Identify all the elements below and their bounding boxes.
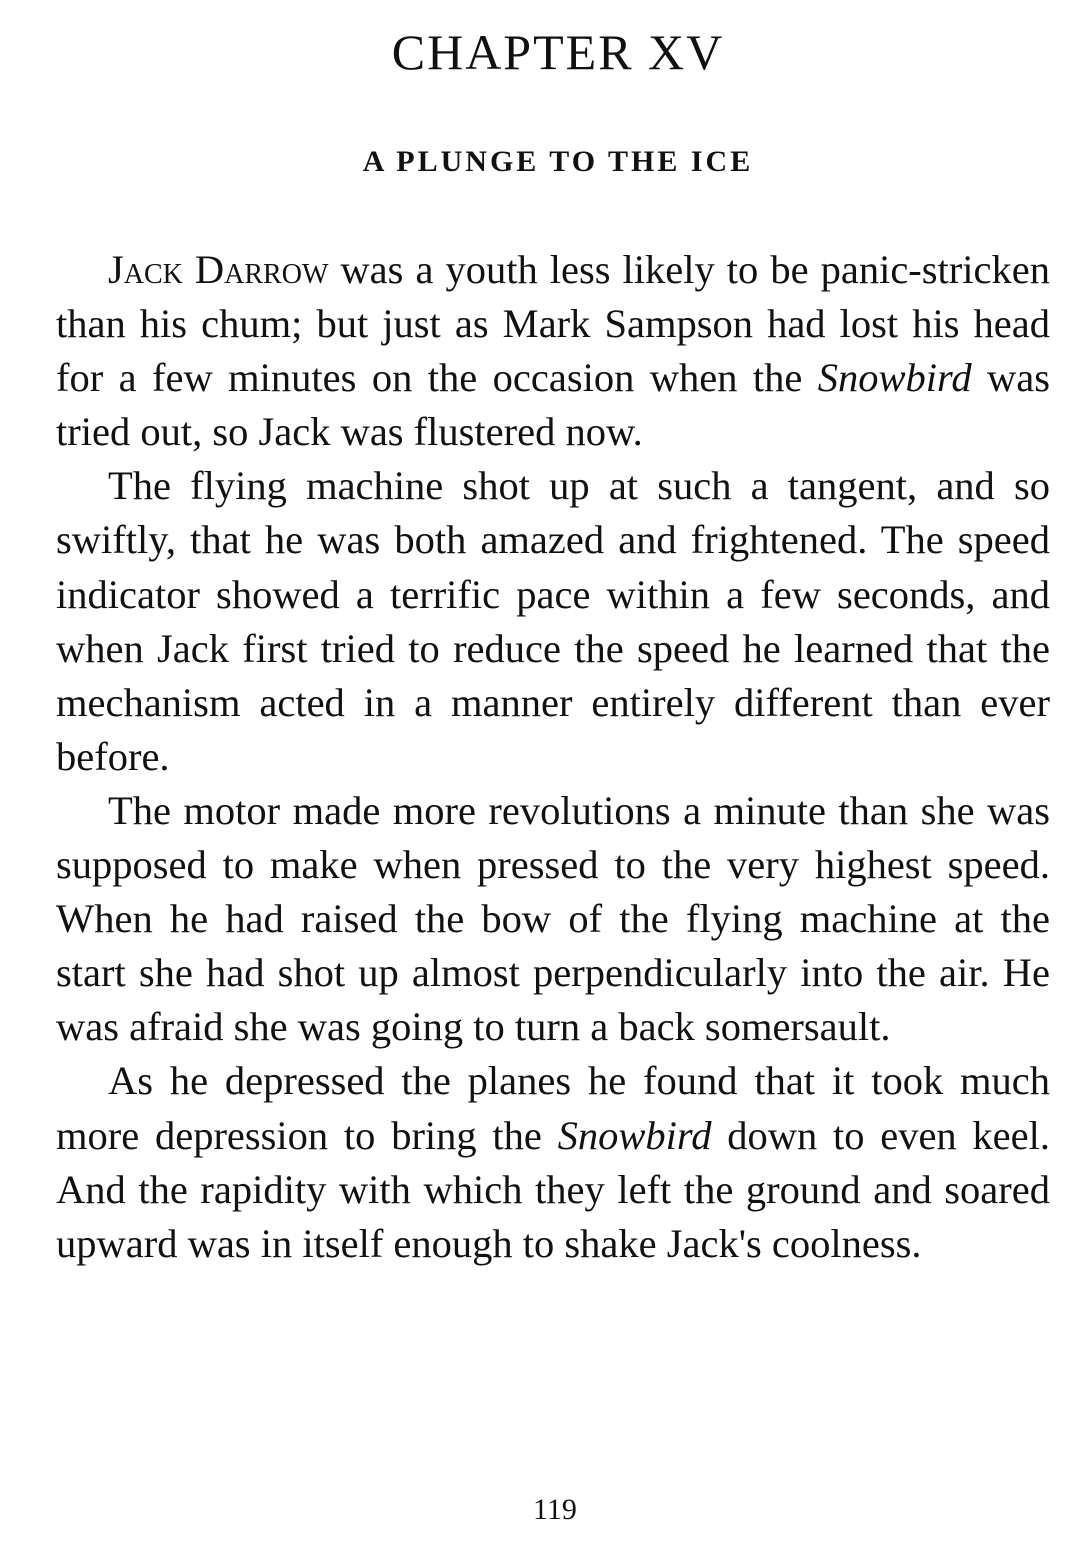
chapter-title: CHAPTER XV bbox=[391, 24, 725, 80]
paragraph-4-text-a: As he depressed the planes he found that it took much more depression to bring the bbox=[56, 1058, 1050, 1158]
opening-name: Jack Darrow bbox=[108, 247, 329, 292]
paragraph-4 bbox=[56, 1054, 1050, 1270]
chapter-subtitle: A PLUNGE TO THE ICE bbox=[362, 145, 754, 178]
paragraph-1 bbox=[56, 243, 1050, 459]
paragraph-4-text-b: down to even keel. And the rapidity with which they left the ground and soared upward was in itself enough to shake Jack's coolness. bbox=[56, 1112, 1050, 1266]
chapter-body bbox=[56, 243, 1050, 1271]
ship-name-italic: Snowbird bbox=[557, 1112, 712, 1158]
ship-name-italic: Snowbird bbox=[817, 355, 972, 401]
paragraph-1-text-a: was a youth less likely to be panic-stricken than his chum; but just as Mark Sampson had lost his head for a few minutes on the occasion when the bbox=[56, 247, 1050, 401]
page-number: 119 bbox=[533, 1493, 577, 1526]
paragraph-2: The flying machine shot up at such a tangent, and so swiftly, that he was both amazed and frightened. The speed indicator showed a terrific pace within a few seconds, and when Jack first tried to reduce the speed he learned that the mechanism acted in a manner entirely different than ever before. bbox=[56, 463, 1050, 779]
paragraph-3: The motor made more revolutions a minute than she was supposed to make when pressed to the very highest speed. When he had raised the bow of the flying machine at the start she had shot up almost perpendicularly into the air. He was afraid she was going to turn a back somersault. bbox=[56, 787, 1050, 1050]
paragraph-1-text-b: was tried out, so Jack was flustered now. bbox=[56, 355, 1050, 455]
